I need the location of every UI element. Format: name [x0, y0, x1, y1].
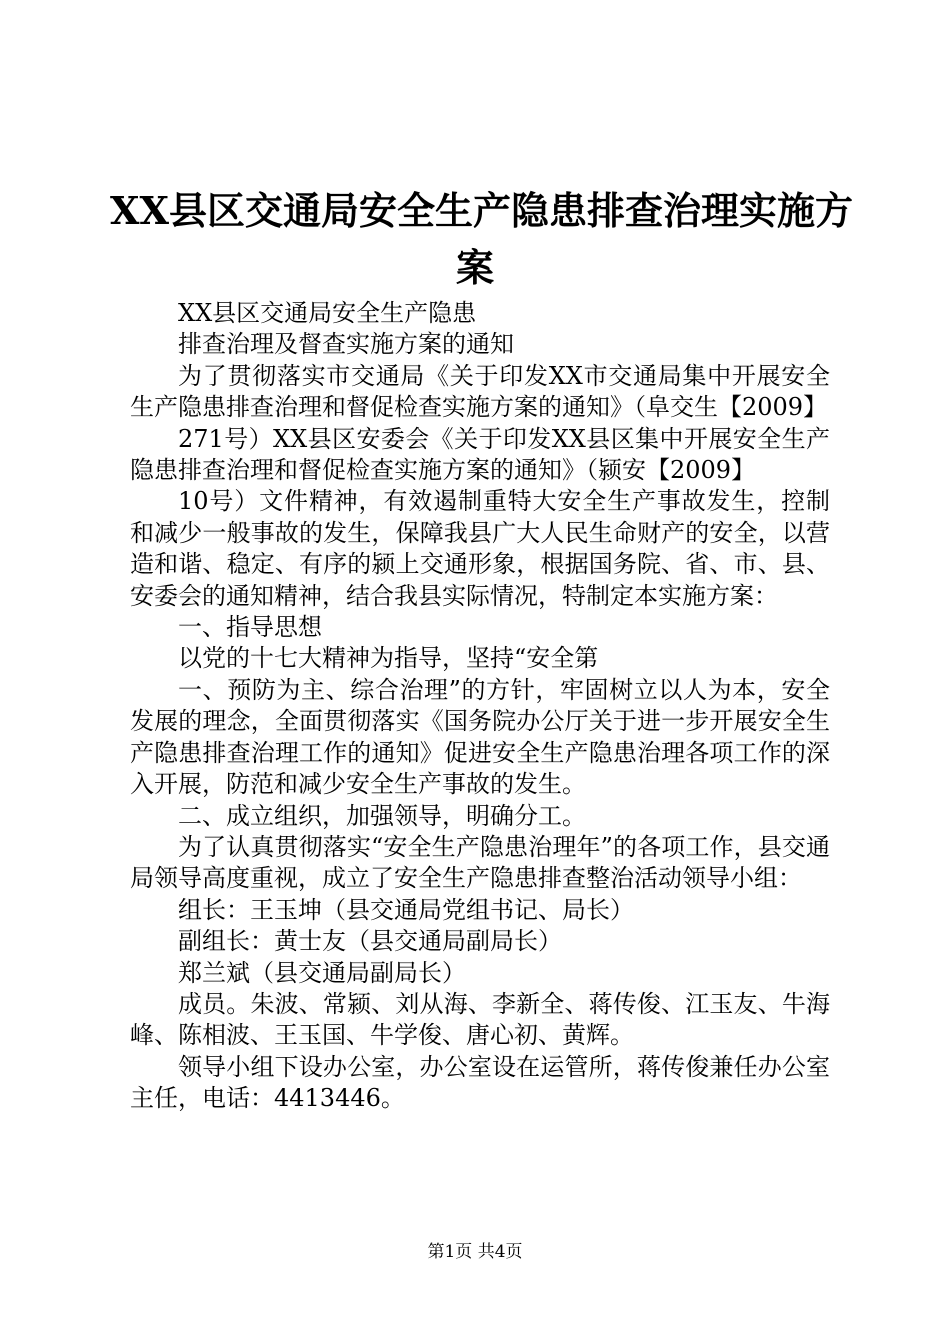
section-heading: 二、成立组织，加强领导，明确分工。	[178, 801, 586, 830]
body-paragraph: 排查治理及督查实施方案的通知	[178, 330, 514, 359]
body-paragraph: XX县区交通局安全生产隐患	[178, 299, 477, 327]
body-paragraph: 10号）文件精神，有效遏制重特大安全生产事故发生，控制和减少一般事故的发生，保障我县广大人民生命财产的安全，以营造和谐、稳定、有序的颍上交通形象，根据国务院、省、市、县、安委会的通知精神，结合我县实际情况，特制定本实施方案：	[130, 487, 830, 610]
body-paragraph: 一、预防为主、综合治理”的方针，牢固树立以人为本，安全发展的理念，全面贯彻落实《国务院办公厅关于进一步开展安全生产隐患排查治理工作的通知》促进安全生产隐患治理各项工作的深入开展，防范和减少安全生产事故的发生。	[130, 675, 830, 799]
body-paragraph: 郑兰斌（县交通局副局长）	[178, 958, 466, 987]
document-title-line-2: 案	[455, 245, 494, 290]
body-paragraph: 271号）XX县区安委会《关于印发XX县区集中开展安全生产隐患排查治理和督促检查实施方案的通知》（颍安【2009】	[130, 424, 830, 485]
page-number-footer: 第1页 共4页	[427, 1242, 523, 1262]
document-body	[130, 298, 830, 1115]
section-heading: 一、指导思想	[178, 613, 322, 642]
body-paragraph: 组长：王玉坤（县交通局党组书记、局长）	[178, 895, 634, 924]
body-paragraph: 副组长：黄士友（县交通局副局长）	[178, 927, 562, 956]
document-title-line-1: XX县区交通局安全生产隐患排查治理实施方	[110, 188, 853, 233]
body-paragraph: 成员。朱波、常颍、刘从海、李新全、蒋传俊、江玉友、牛海峰、陈相波、王玉国、牛学俊、唐心初、黄辉。	[130, 989, 830, 1050]
body-paragraph: 为了认真贯彻落实“安全生产隐患治理年”的各项工作，县交通局领导高度重视，成立了安全生产隐患排查整治活动领导小组：	[130, 832, 830, 893]
body-paragraph: 为了贯彻落实市交通局《关于印发XX市交通局集中开展安全生产隐患排查治理和督促检查实施方案的通知》（阜交生【2009】	[130, 361, 830, 422]
body-paragraph: 领导小组下设办公室，办公室设在运管所，蒋传俊兼任办公室主任，电话：4413446。	[130, 1052, 830, 1113]
body-paragraph: 以党的十七大精神为指导，坚持“安全第	[178, 644, 599, 673]
